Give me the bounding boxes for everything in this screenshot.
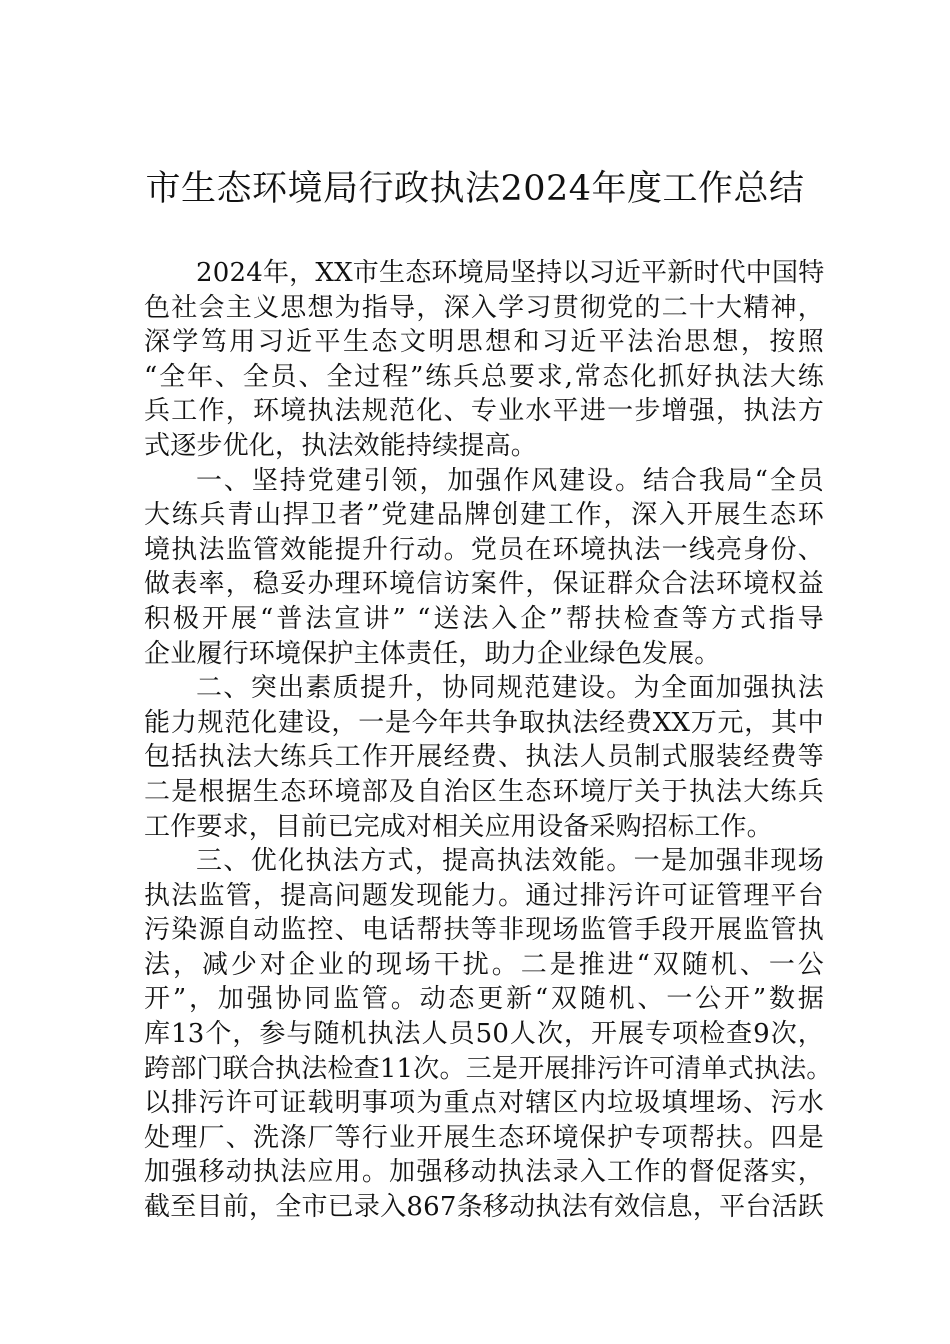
document-body [144, 256, 833, 1225]
paragraph-line: 以排污许可证载明事项为重点对辖区内垃圾填埋场、污水 [144, 1088, 824, 1119]
paragraph-line: 开”，加强协同监管。动态更新“双随机、一公开”数据 [144, 984, 824, 1015]
paragraph-section-1 [144, 464, 824, 672]
paragraph-section-3 [144, 844, 833, 1225]
paragraph-line: 加强移动执法应用。加强移动执法录入工作的督促落实， [144, 1157, 824, 1188]
paragraph-intro [144, 256, 824, 464]
paragraph-line: 能力规范化建设，一是今年共争取执法经费XX万元，其中 [144, 707, 824, 738]
paragraph-line: 污染源自动监控、电话帮扶等非现场监管手段开展监管执 [144, 915, 824, 946]
paragraph-line: 兵工作，环境执法规范化、专业水平进一步增强，执法方 [144, 396, 824, 427]
paragraph-line: 法，减少对企业的现场干扰。二是推进“双随机、一公 [144, 949, 824, 980]
paragraph-line: 执法监管，提高问题发现能力。通过排污许可证管理平台 [144, 880, 824, 911]
paragraph-line: 截至目前，全市已录入867条移动执法有效信息，平台活跃 [144, 1192, 824, 1223]
paragraph-line: 工作要求，目前已完成对相关应用设备采购招标工作。 [144, 811, 773, 842]
paragraph-line: 库13个，参与随机执法人员50人次，开展专项检查9次， [144, 1019, 824, 1050]
paragraph-line: 二、突出素质提升，协同规范建设。为全面加强执法 [196, 673, 824, 704]
paragraph-line: 2024年，XX市生态环境局坚持以习近平新时代中国特 [196, 258, 825, 288]
paragraph-line: “全年、全员、全过程”练兵总要求,常态化抓好执法大练 [144, 361, 824, 392]
paragraph-line: 境执法监管效能提升行动。党员在环境执法一线亮身份、 [144, 534, 824, 565]
paragraph-line: 式逐步优化，执法效能持续提高。 [144, 430, 538, 461]
paragraph-line: 大练兵青山捍卫者”党建品牌创建工作，深入开展生态环 [144, 500, 824, 531]
paragraph-line: 二是根据生态环境部及自治区生态环境厅关于执法大练兵 [144, 776, 824, 807]
paragraph-line: 色社会主义思想为指导，深入学习贯彻党的二十大精神， [144, 292, 824, 323]
paragraph-line: 处理厂、洗涤厂等行业开展生态环境保护专项帮扶。四是 [144, 1122, 824, 1153]
paragraph-line: 做表率，稳妥办理环境信访案件，保证群众合法环境权益 [144, 569, 824, 600]
paragraph-line: 深学笃用习近平生态文明思想和习近平法治思想，按照 [144, 327, 824, 358]
paragraph-line: 包括执法大练兵工作开展经费、执法人员制式服装经费等 [144, 742, 824, 773]
paragraph-line: 三、优化执法方式，提高执法效能。一是加强非现场 [196, 846, 824, 877]
paragraph-line: 企业履行环境保护主体责任，助力企业绿色发展。 [144, 638, 721, 669]
paragraph-line: 积极开展“普法宣讲” “送法入企”帮扶检查等方式指导 [144, 603, 824, 634]
paragraph-line: 跨部门联合执法检查11次。三是开展排污许可清单式执法。 [144, 1053, 833, 1084]
paragraph-line: 一、坚持党建引领，加强作风建设。结合我局“全员 [196, 465, 824, 496]
document-title: 市生态环境局行政执法2024年度工作总结 [145, 169, 805, 209]
paragraph-section-2 [144, 671, 824, 844]
